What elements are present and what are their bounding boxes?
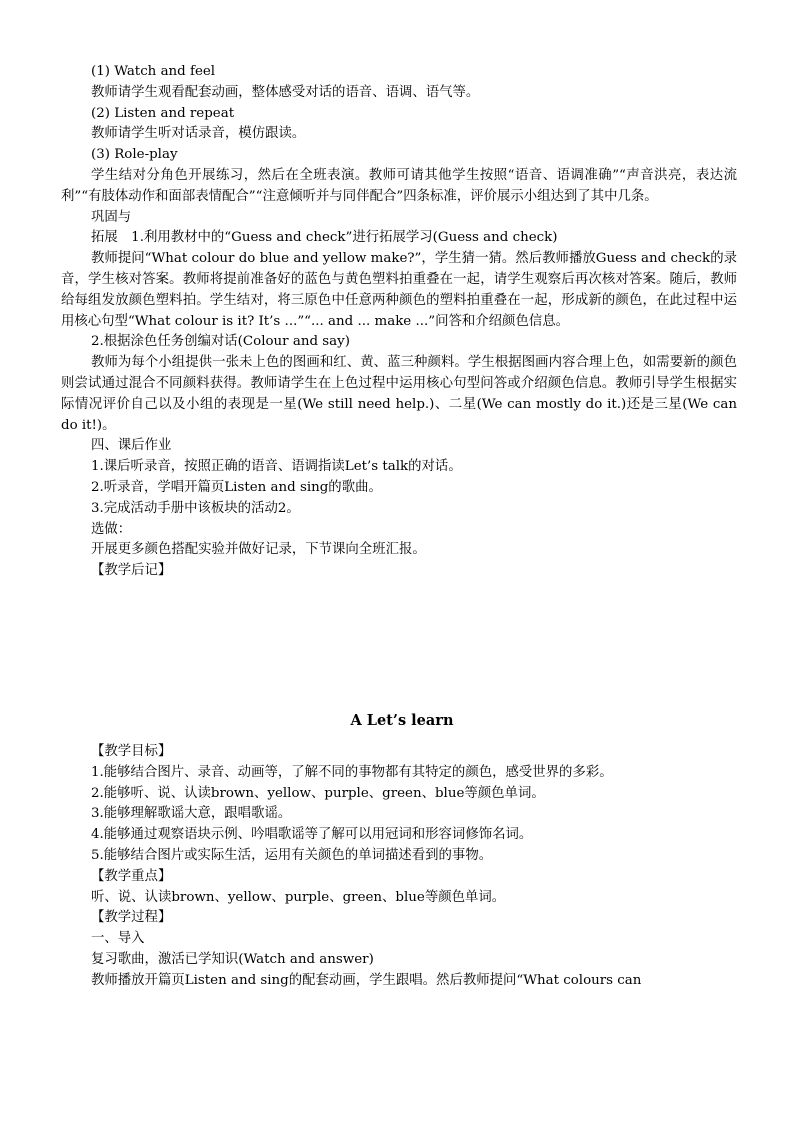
text-line: 2.能够听、说、认读brown、yellow、purple、green、blue等颜色单词。 xyxy=(91,785,545,801)
text-line: 5.能够结合图片或实际生活，运用有关颜色的单词描述看到的事物。 xyxy=(91,847,493,863)
text-line: 教师请学生观看配套动画，整体感受对话的语音、语调、语气等。 xyxy=(91,84,480,100)
text-line: 拓展 1.利用教材中的“Guess and check”进行拓展学习(Guess and check) xyxy=(91,230,558,246)
text-line: 【教学过程】 xyxy=(91,910,172,926)
text-line: 听、说、认读brown、yellow、purple、green、blue等颜色单词。 xyxy=(91,889,506,905)
text-line: 3.能够理解歌谣大意，跟唱歌谣。 xyxy=(91,806,292,822)
text-line: 四、课后作业 xyxy=(91,438,172,454)
section-title: A Let’s learn xyxy=(350,711,454,729)
text-line: 2.根据涂色任务创编对话(Colour and say) xyxy=(91,334,350,350)
text-line: 【教学后记】 xyxy=(91,563,172,579)
text-line: 教师播放开篇页Listen and sing的配套动画，学生跟唱。然后教师提问“What colours can xyxy=(91,972,642,988)
lesson-part-new xyxy=(61,742,737,992)
text-line: 教师提问“What colour do blue and yellow make?”，学生猜一猜。然后教师播放Guess and check的录音，学生核对答案。教师将提前准备好的蓝色与黄色塑料拍重叠在一起，请学生观察后再次核对答案。随后，教师给每组发放颜色塑料拍。学生结对，将三原色中任意两种颜色的塑料拍重叠在一起，形成新的颜色，在此过程中运用核心句型“What colour is it? It’s ...”“... and ... make ...”问答和介绍颜色信息。 xyxy=(61,251,737,329)
text-line: 巩固与 xyxy=(91,209,132,225)
text-line: 3.完成活动手册中该板块的活动2。 xyxy=(91,500,300,516)
text-line: 一、导入 xyxy=(91,931,145,947)
text-line: 复习歌曲，激活已学知识(Watch and answer) xyxy=(91,951,374,967)
text-line: 1.课后听录音，按照正确的语音、语调指读Let’s talk的对话。 xyxy=(91,459,462,475)
text-line: 1.能够结合图片、录音、动画等，了解不同的事物都有其特定的颜色，感受世界的多彩。 xyxy=(91,764,613,780)
text-line: 开展更多颜色搭配实验并做好记录，下节课向全班汇报。 xyxy=(91,542,426,558)
lesson-part-continued xyxy=(61,62,737,582)
text-line: 教师为每个小组提供一张未上色的图画和红、黄、蓝三种颜料。学生根据图画内容合理上色，如需要新的颜色则尝试通过混合不同颜料获得。教师请学生在上色过程中运用核心句型问答或介绍颜色信息。教师引导学生根据实际情况评价自己以及小组的表现是一星(We still need help.)、二星(We can mostly do it.)还是三星(We can do it!)。 xyxy=(61,355,737,433)
text-line: 2.听录音，学唱开篇页Listen and sing的歌曲。 xyxy=(91,479,382,495)
text-line: (1) Watch and feel xyxy=(91,64,216,79)
text-line: 4.能够通过观察语块示例、吟唱歌谣等了解可以用冠词和形容词修饰名词。 xyxy=(91,827,533,843)
text-line: 【教学重点】 xyxy=(91,868,172,884)
document-body xyxy=(61,62,737,991)
text-line: (2) Listen and repeat xyxy=(91,105,235,121)
text-line: 【教学目标】 xyxy=(91,743,172,759)
text-line: 选做： xyxy=(91,521,132,537)
text-line: 学生结对分角色开展练习，然后在全班表演。教师可请其他学生按照“语音、语调准确”“声音洪亮，表达流利”“有肢体动作和面部表情配合”“注意倾听并与同伴配合”四条标准，评价展示小组达到了其中几条。 xyxy=(61,167,737,204)
text-line: (3) Role-play xyxy=(91,147,178,163)
text-line: 教师请学生听对话录音，模仿跟读。 xyxy=(91,126,306,142)
teaching-notes-blank-area xyxy=(61,582,737,710)
